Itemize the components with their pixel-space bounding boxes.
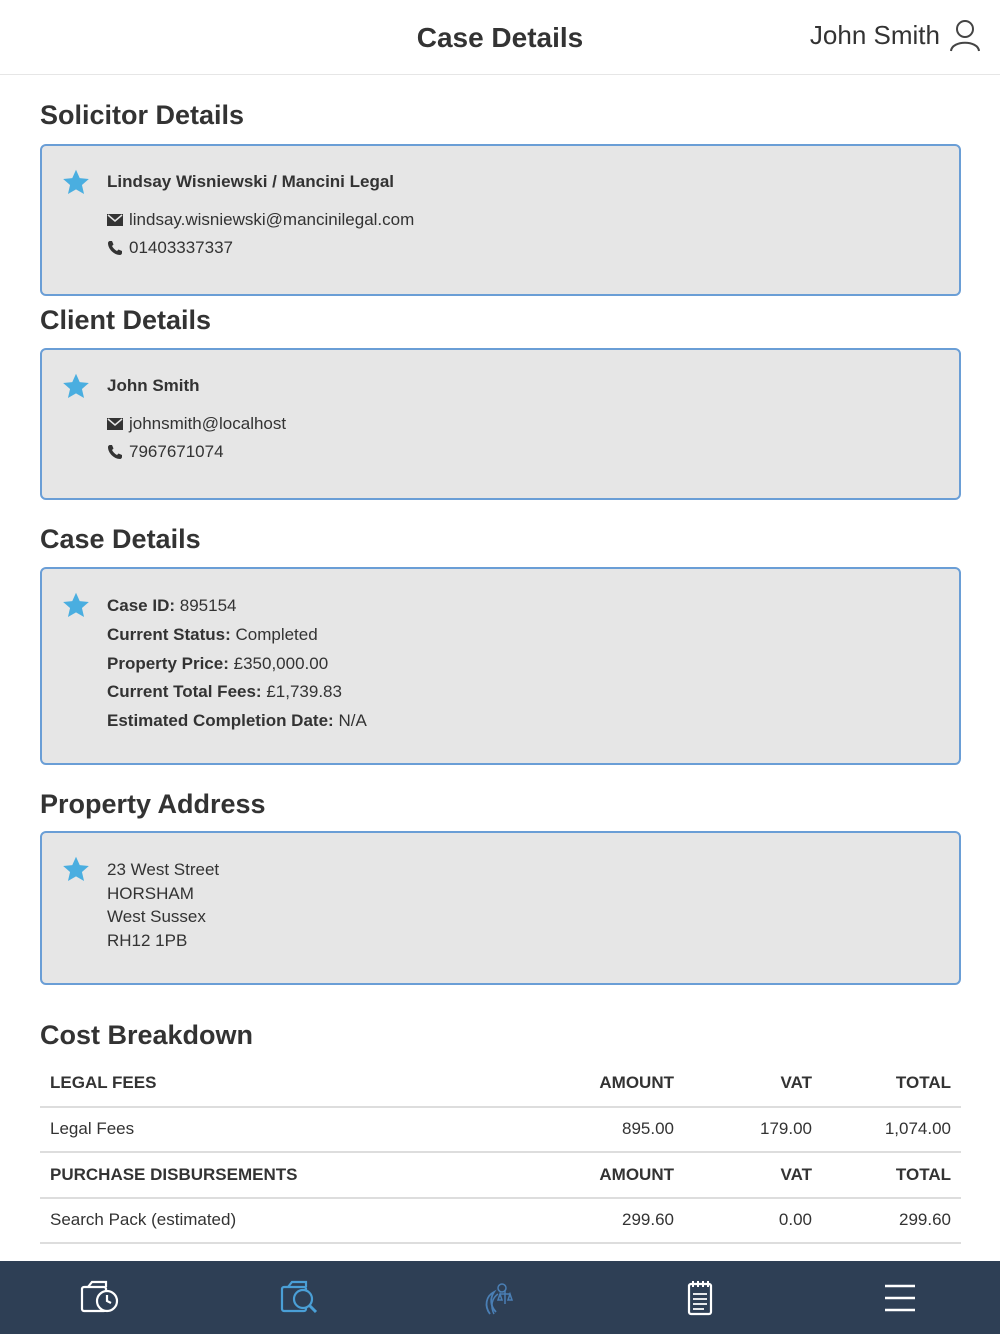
case-status-line: Current Status: Completed	[107, 624, 318, 644]
client-phone-row[interactable]	[107, 438, 939, 466]
phone-icon	[107, 444, 123, 460]
envelope-icon	[107, 416, 123, 432]
column-header: AMOUNT	[497, 1152, 684, 1198]
property-price-line: Property Price: £350,000.00	[107, 653, 329, 673]
envelope-icon	[107, 212, 123, 228]
notepad-icon	[680, 1278, 720, 1318]
total-fees-line: Current Total Fees: £1,739.83	[107, 682, 342, 702]
column-header: TOTAL	[822, 1061, 961, 1107]
property-card	[40, 831, 961, 985]
phone-icon	[107, 240, 123, 256]
table-cell: 895.00	[497, 1107, 684, 1153]
star-icon	[62, 591, 90, 619]
column-header: VAT	[684, 1152, 822, 1198]
property-section-title: Property Address	[40, 789, 266, 819]
column-header: LEGAL FEES	[40, 1061, 497, 1107]
case-history-icon	[80, 1278, 120, 1318]
top-bar	[0, 0, 1000, 75]
solicitor-section-title: Solicitor Details	[40, 100, 245, 130]
column-header: PURCHASE DISBURSEMENTS	[40, 1152, 497, 1198]
client-email-row[interactable]	[107, 410, 939, 438]
client-section-title: Client Details	[40, 305, 212, 335]
table-header-row	[40, 1061, 961, 1107]
costs-section-title: Cost Breakdown	[40, 1020, 254, 1050]
table-cell: 1,074.00	[822, 1107, 961, 1153]
table-cell: 299.60	[822, 1198, 961, 1244]
solicitor-phone[interactable]: 01403337337	[129, 238, 234, 257]
solicitor-phone-row[interactable]	[107, 234, 939, 262]
star-icon	[62, 168, 90, 196]
client-email[interactable]: johnsmith@localhost	[129, 414, 287, 433]
table-row	[40, 1198, 961, 1244]
table-cell: Search Pack (estimated)	[40, 1198, 497, 1244]
completion-date-line: Estimated Completion Date: N/A	[107, 711, 367, 731]
column-header: VAT	[684, 1061, 822, 1107]
bottom-nav	[0, 1261, 1000, 1334]
nav-case-history[interactable]	[0, 1261, 200, 1334]
case-card	[40, 567, 961, 765]
column-header: AMOUNT	[497, 1061, 684, 1107]
case-id-line: Case ID: 895154	[107, 596, 237, 615]
table-row	[40, 1107, 961, 1153]
nav-search-case[interactable]	[200, 1261, 400, 1334]
star-icon	[62, 855, 90, 883]
scroll-content[interactable]	[0, 76, 1000, 1261]
user-name: John Smith	[809, 19, 940, 50]
client-phone[interactable]: 7967671074	[129, 442, 224, 461]
address-line-4: RH12 1PB	[107, 930, 188, 950]
client-card	[40, 348, 961, 500]
address-line-3: West Sussex	[107, 907, 206, 926]
solicitor-email[interactable]: lindsay.wisniewski@mancinilegal.com	[129, 210, 415, 229]
table-cell: 0.00	[684, 1198, 822, 1244]
client-name: John Smith	[107, 376, 200, 395]
star-icon	[62, 372, 90, 400]
solicitor-email-row[interactable]	[107, 206, 939, 234]
nav-menu[interactable]	[800, 1261, 1000, 1334]
column-header: TOTAL	[822, 1152, 961, 1198]
page-title: Case Details	[416, 22, 584, 53]
address-line-1: 23 West Street	[107, 860, 220, 879]
nav-notes[interactable]	[600, 1261, 800, 1334]
solicitor-card	[40, 144, 961, 296]
table-cell: 179.00	[684, 1107, 822, 1153]
nav-home-logo[interactable]	[400, 1261, 600, 1334]
user-icon	[948, 18, 982, 52]
table-cell: 299.60	[497, 1198, 684, 1244]
menu-icon	[880, 1278, 920, 1318]
solicitor-name: Lindsay Wisniewski / Mancini Legal	[107, 172, 395, 191]
search-case-icon	[280, 1278, 320, 1318]
user-menu[interactable]	[810, 18, 982, 52]
table-cell: Legal Fees	[40, 1107, 497, 1153]
cost-breakdown-table	[40, 1061, 961, 1244]
case-section-title: Case Details	[40, 524, 201, 554]
table-header-row	[40, 1152, 961, 1198]
justice-logo-icon	[480, 1278, 520, 1318]
address-line-2: HORSHAM	[107, 883, 194, 903]
